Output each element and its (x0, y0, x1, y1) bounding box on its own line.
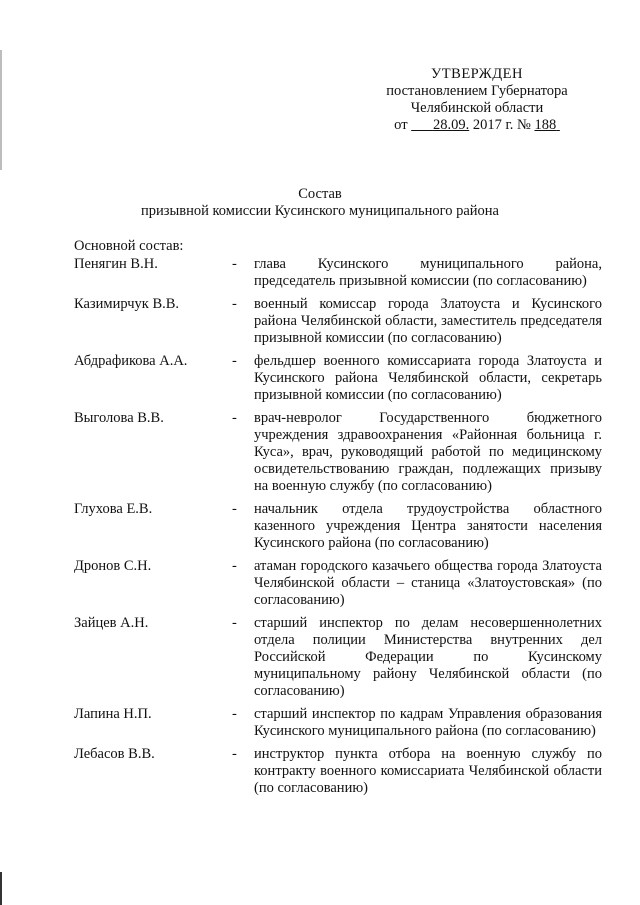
member-name: Выголова В.В. (74, 410, 164, 426)
approval-date: 28.09. (432, 117, 470, 133)
member-role: старший инспектор по делам несовершеннолетних отдела полиции Министерства внутренних дел Российской Федерации по Кусинскому муниципальному району Челябинской области (по согласованию) (254, 615, 602, 699)
list-item (74, 746, 602, 797)
member-role: инструктор пункта отбора на военную службу по контракту военного комиссариата Челябинской области (по согласованию) (254, 746, 602, 796)
member-name: Лапина Н.П. (74, 706, 152, 722)
member-dash: - (232, 706, 237, 722)
scan-edge-mark (0, 50, 2, 170)
member-name: Глухова Е.В. (74, 501, 153, 517)
member-dash: - (232, 410, 237, 426)
document-heading (0, 186, 640, 220)
approval-stamp (372, 66, 582, 134)
scan-edge-mark (0, 872, 2, 905)
member-role: фельдшер военного комиссариата города Златоуста и Кусинского района Челябинской области, секретарь призывной комиссии (по согласованию) (254, 353, 602, 403)
member-role: военный комиссар города Златоуста и Кусинского района Челябинской области, заместитель председателя призывной комиссии (по согласованию) (254, 296, 602, 346)
member-role: глава Кусинского муниципального района, председатель призывной комиссии (по согласованию) (254, 256, 602, 289)
member-dash: - (232, 501, 237, 517)
member-dash: - (232, 296, 237, 312)
member-name: Дронов С.Н. (74, 558, 152, 574)
members-list (74, 256, 602, 803)
heading-line-2: призывной комиссии Кусинского муниципального района (141, 203, 499, 219)
member-name: Зайцев А.Н. (74, 615, 149, 631)
member-dash: - (232, 746, 237, 762)
list-item (74, 410, 602, 495)
approval-number: 188 (534, 117, 557, 133)
member-name: Пенягин В.Н. (74, 256, 158, 272)
approval-year: 2017 г. (472, 117, 514, 133)
member-name: Лебасов В.В. (74, 746, 155, 762)
list-item (74, 256, 602, 290)
approval-title: УТВЕРЖДЕН (431, 66, 523, 82)
approval-line-2: Челябинской области (410, 100, 544, 116)
list-item (74, 296, 602, 347)
approval-line-1: постановлением Губернатора (386, 83, 568, 99)
list-item (74, 558, 602, 609)
member-dash: - (232, 256, 237, 272)
member-name: Казимирчук В.В. (74, 296, 180, 312)
list-item (74, 615, 602, 700)
member-dash: - (232, 615, 237, 631)
list-item (74, 706, 602, 740)
date-prefix: от (394, 117, 408, 133)
approval-date-line (372, 117, 582, 134)
number-prefix: № (517, 117, 531, 133)
list-item (74, 353, 602, 404)
member-role: атаман городского казачьего общества города Златоуста Челябинской области – станица «Златоустовская» (по согласованию) (254, 558, 602, 608)
member-dash: - (232, 353, 237, 369)
member-role: старший инспектор по кадрам Управления образования Кусинского муниципального района (по согласованию) (254, 706, 602, 739)
member-dash: - (232, 558, 237, 574)
list-item (74, 501, 602, 552)
member-role: врач-невролог Государственного бюджетного учреждения здравоохранения «Районная больница г. Куса», врач, руководящий работой по медицинскому освидетельствованию граждан, подлежащих призыву на военную службу (по согласованию) (254, 410, 602, 494)
heading-line-1: Состав (298, 186, 342, 202)
member-role: начальник отдела трудоустройства областного казенного учреждения Центра занятости населения Кусинского района (по согласованию) (254, 501, 602, 551)
section-title: Основной состав: (74, 238, 184, 254)
member-name: Абдрафикова А.А. (74, 353, 188, 369)
